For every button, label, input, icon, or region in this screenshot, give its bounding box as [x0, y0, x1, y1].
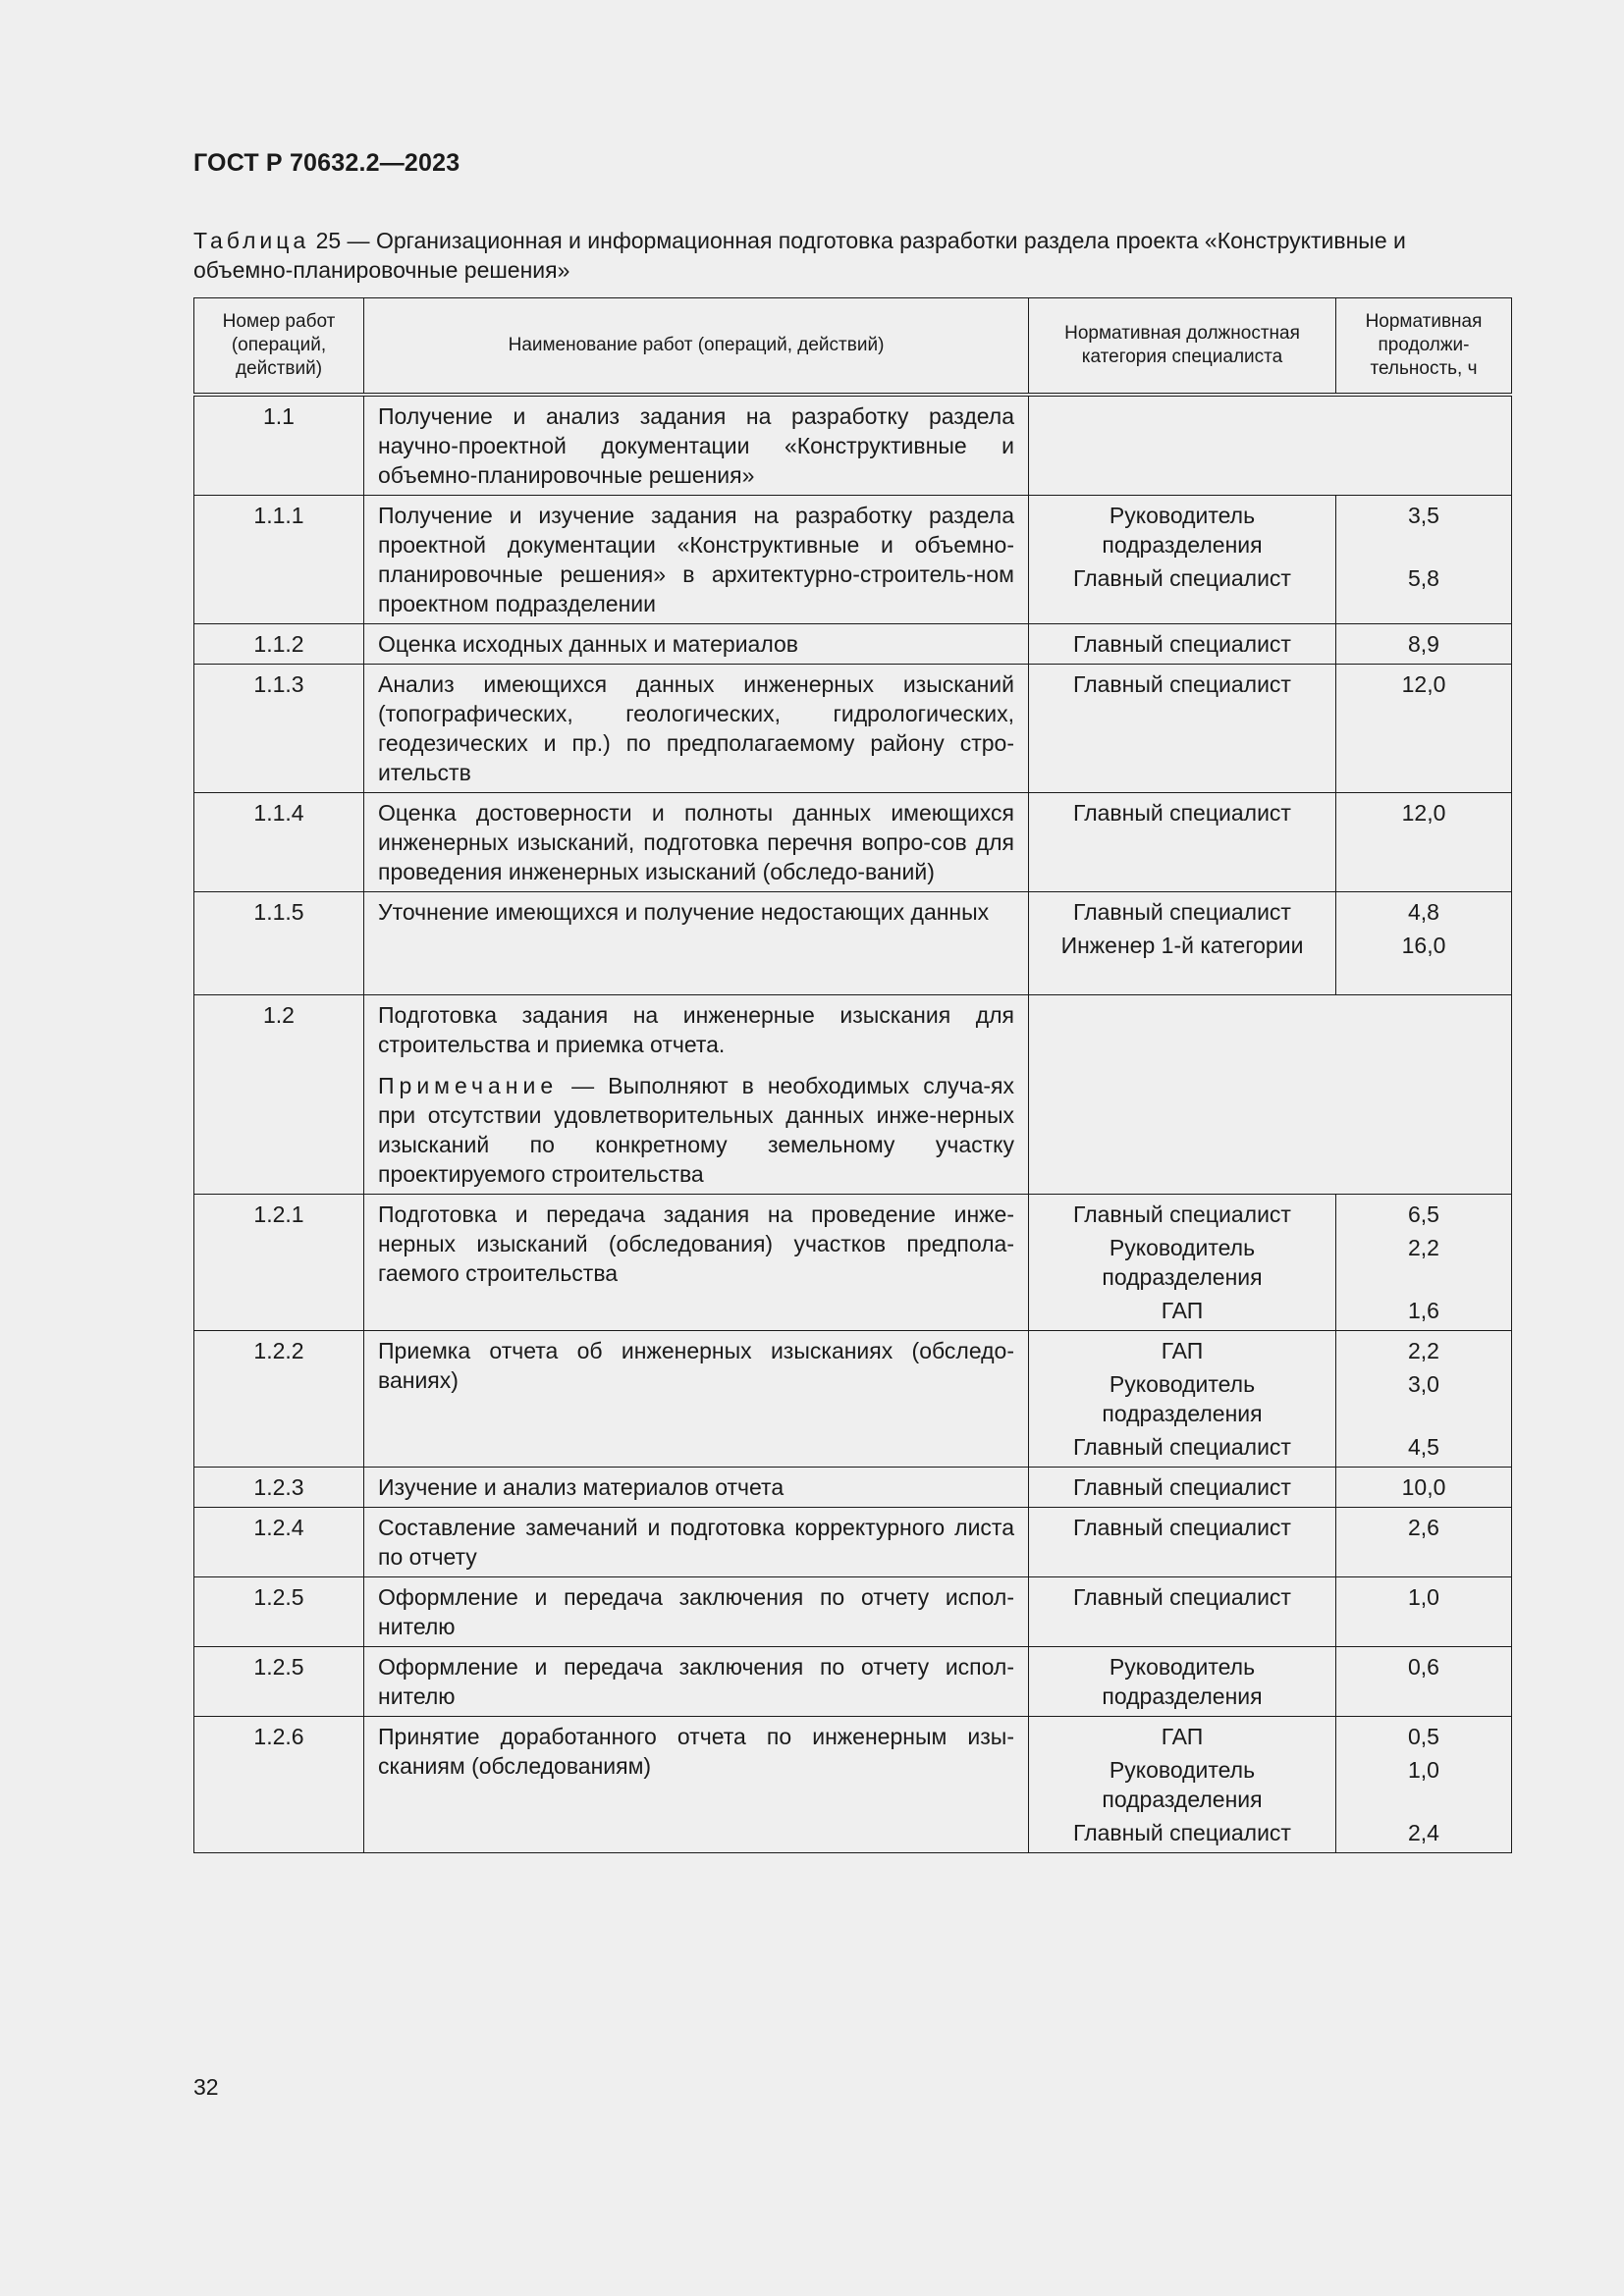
row-name-text: Оформление и передача заключения по отчету испол-нителю — [378, 1654, 1014, 1709]
row-category — [1029, 1508, 1336, 1577]
row-category — [1029, 1647, 1336, 1717]
row-name-text: Подготовка задания на инженерные изыскания для строительства и приемка отчета. — [378, 1002, 1014, 1057]
duration-entry: 2,4 — [1408, 1820, 1439, 1845]
caption-table-word: Таблица — [193, 228, 310, 253]
row-name — [364, 1468, 1029, 1508]
table-row — [194, 1468, 1512, 1508]
row-number: 1.2.5 — [194, 1647, 364, 1717]
row-name-text: Анализ имеющихся данных инженерных изысканий (топографических, геологических, гидрологических, геодезических и пр.) по предполагаемому району стро-ительств — [378, 671, 1014, 785]
table-row — [194, 793, 1512, 892]
page-number: 32 — [193, 2074, 219, 2100]
duration-entry: 4,8 — [1408, 899, 1439, 925]
row-name-text: Составление замечаний и подготовка корректурного листа по отчету — [378, 1515, 1014, 1570]
table-row — [194, 1508, 1512, 1577]
row-number: 1.2.1 — [194, 1195, 364, 1331]
row-category — [1029, 892, 1336, 995]
duration-entry: 8,9 — [1408, 631, 1439, 657]
category-entry: Главный специалист — [1073, 671, 1291, 697]
duration-entry: 4,5 — [1408, 1434, 1439, 1460]
category-entry: ГАП — [1161, 1338, 1204, 1363]
table-row — [194, 395, 1512, 496]
row-name — [364, 995, 1029, 1195]
header-category: Нормативная должностная категория специалиста — [1029, 298, 1336, 396]
row-category — [1029, 1331, 1336, 1468]
row-number: 1.2.6 — [194, 1717, 364, 1853]
category-entry: Руководитель подразделения — [1102, 503, 1263, 558]
header-duration: Нормативная продолжи-тельность, ч — [1336, 298, 1512, 396]
row-duration — [1336, 496, 1512, 624]
caption-text: 25 — Организационная и информационная подготовка разработки раздела проекта «Конструктивные и объемно-планировочные решения» — [193, 228, 1406, 283]
row-number: 1.1.4 — [194, 793, 364, 892]
duration-entry: 1,0 — [1408, 1757, 1439, 1783]
row-duration — [1336, 1331, 1512, 1468]
header-num: Номер работ (операций, действий) — [194, 298, 364, 396]
duration-entry: 6,5 — [1408, 1201, 1439, 1227]
row-number: 1.1.3 — [194, 665, 364, 793]
row-name — [364, 1508, 1029, 1577]
header-name: Наименование работ (операций, действий) — [364, 298, 1029, 396]
category-entry: ГАП — [1161, 1298, 1204, 1323]
row-duration — [1336, 624, 1512, 665]
category-entry: Руководитель подразделения — [1102, 1235, 1263, 1290]
table-header-row — [194, 298, 1512, 396]
row-category — [1029, 665, 1336, 793]
row-name — [364, 1717, 1029, 1853]
duration-entry: 3,5 — [1408, 503, 1439, 528]
row-duration — [1336, 892, 1512, 995]
duration-entry: 5,8 — [1408, 565, 1439, 591]
row-note-text: — Выполняют в необходимых случа-ях при отсутствии удовлетворительных данных инже-нерных изысканий по конкретному земельному участку проектируемого строительства — [378, 1073, 1014, 1187]
category-entry: Инженер 1-й категории — [1060, 933, 1304, 958]
row-name — [364, 496, 1029, 624]
table-row — [194, 1647, 1512, 1717]
row-number: 1.2.4 — [194, 1508, 364, 1577]
duration-entry: 0,5 — [1408, 1724, 1439, 1749]
category-entry: Руководитель подразделения — [1102, 1654, 1263, 1709]
row-number: 1.2.3 — [194, 1468, 364, 1508]
row-category — [1029, 1717, 1336, 1853]
table-row — [194, 496, 1512, 624]
row-name — [364, 1577, 1029, 1647]
row-number: 1.1.1 — [194, 496, 364, 624]
category-entry: Главный специалист — [1073, 1434, 1291, 1460]
table-row — [194, 892, 1512, 995]
row-name — [364, 1331, 1029, 1468]
category-entry: Главный специалист — [1073, 631, 1291, 657]
duration-entry: 2,2 — [1408, 1235, 1439, 1260]
category-entry: ГАП — [1161, 1724, 1204, 1749]
duration-entry: 2,6 — [1408, 1515, 1439, 1540]
category-entry: Главный специалист — [1073, 1474, 1291, 1500]
category-entry: Главный специалист — [1073, 1584, 1291, 1610]
table-row — [194, 995, 1512, 1195]
row-name-text: Приемка отчета об инженерных изысканиях (обследо-ваниях) — [378, 1338, 1014, 1393]
table-row — [194, 1717, 1512, 1853]
table-row — [194, 1195, 1512, 1331]
duration-entry: 1,6 — [1408, 1298, 1439, 1323]
row-name — [364, 665, 1029, 793]
row-empty-cell — [1029, 995, 1512, 1195]
row-number: 1.2.2 — [194, 1331, 364, 1468]
row-name — [364, 624, 1029, 665]
row-note — [378, 1071, 1014, 1189]
row-name-text: Получение и изучение задания на разработку раздела проектной документации «Конструктивные и объемно-планировочные решения» в архитектурно-строитель-ном проектном подразделении — [378, 503, 1014, 616]
row-number: 1.1.2 — [194, 624, 364, 665]
row-name — [364, 793, 1029, 892]
duration-entry: 0,6 — [1408, 1654, 1439, 1680]
row-name-text: Принятие доработанного отчета по инженерным изы-сканиям (обследованиям) — [378, 1724, 1014, 1779]
duration-entry: 1,0 — [1408, 1584, 1439, 1610]
row-name-text: Получение и анализ задания на разработку раздела научно-проектной документации «Конструктивные и объемно-планировочные решения» — [378, 403, 1014, 488]
row-duration — [1336, 1717, 1512, 1853]
row-name — [364, 395, 1029, 496]
table-row — [194, 665, 1512, 793]
row-category — [1029, 1468, 1336, 1508]
row-category — [1029, 496, 1336, 624]
category-entry: Главный специалист — [1073, 565, 1291, 591]
row-name-text: Оценка достоверности и полноты данных имеющихся инженерных изысканий, подготовка перечня вопро-сов для проведения инженерных изысканий (обследо-ваний) — [378, 800, 1014, 884]
row-name-text: Уточнение имеющихся и получение недостающих данных — [378, 899, 990, 925]
row-name-text: Подготовка и передача задания на проведение инже-нерных изысканий (обследования) участков предпола-гаемого строительства — [378, 1201, 1014, 1286]
row-duration — [1336, 1468, 1512, 1508]
table-row — [194, 1331, 1512, 1468]
work-table — [193, 297, 1512, 1853]
category-entry: Главный специалист — [1073, 1201, 1291, 1227]
category-entry: Руководитель подразделения — [1102, 1371, 1263, 1426]
duration-entry: 3,0 — [1408, 1371, 1439, 1397]
row-number: 1.2.5 — [194, 1577, 364, 1647]
row-note-word: Примечание — [378, 1073, 559, 1098]
row-category — [1029, 1195, 1336, 1331]
row-name-text: Оценка исходных данных и материалов — [378, 631, 799, 657]
row-name — [364, 892, 1029, 995]
row-name-text: Оформление и передача заключения по отчету испол-нителю — [378, 1584, 1014, 1639]
duration-entry: 2,2 — [1408, 1338, 1439, 1363]
row-name — [364, 1195, 1029, 1331]
row-duration — [1336, 793, 1512, 892]
category-entry: Руководитель подразделения — [1102, 1757, 1263, 1812]
row-duration — [1336, 1577, 1512, 1647]
table-row — [194, 624, 1512, 665]
duration-entry: 12,0 — [1401, 671, 1446, 697]
row-number: 1.1.5 — [194, 892, 364, 995]
row-category — [1029, 793, 1336, 892]
table-row — [194, 1577, 1512, 1647]
category-entry: Главный специалист — [1073, 800, 1291, 826]
row-duration — [1336, 1195, 1512, 1331]
row-number: 1.2 — [194, 995, 364, 1195]
duration-entry: 10,0 — [1401, 1474, 1446, 1500]
category-entry: Главный специалист — [1073, 1820, 1291, 1845]
row-category — [1029, 1577, 1336, 1647]
row-number: 1.1 — [194, 395, 364, 496]
row-category — [1029, 624, 1336, 665]
row-name — [364, 1647, 1029, 1717]
row-name-text: Изучение и анализ материалов отчета — [378, 1474, 785, 1500]
row-duration — [1336, 665, 1512, 793]
row-duration — [1336, 1508, 1512, 1577]
duration-entry: 12,0 — [1401, 800, 1446, 826]
category-entry: Главный специалист — [1073, 1515, 1291, 1540]
category-entry: Главный специалист — [1073, 899, 1291, 925]
table-caption — [193, 226, 1511, 285]
document-code: ГОСТ Р 70632.2—2023 — [193, 149, 460, 177]
row-empty-cell — [1029, 395, 1512, 496]
duration-entry: 16,0 — [1401, 933, 1446, 958]
row-duration — [1336, 1647, 1512, 1717]
